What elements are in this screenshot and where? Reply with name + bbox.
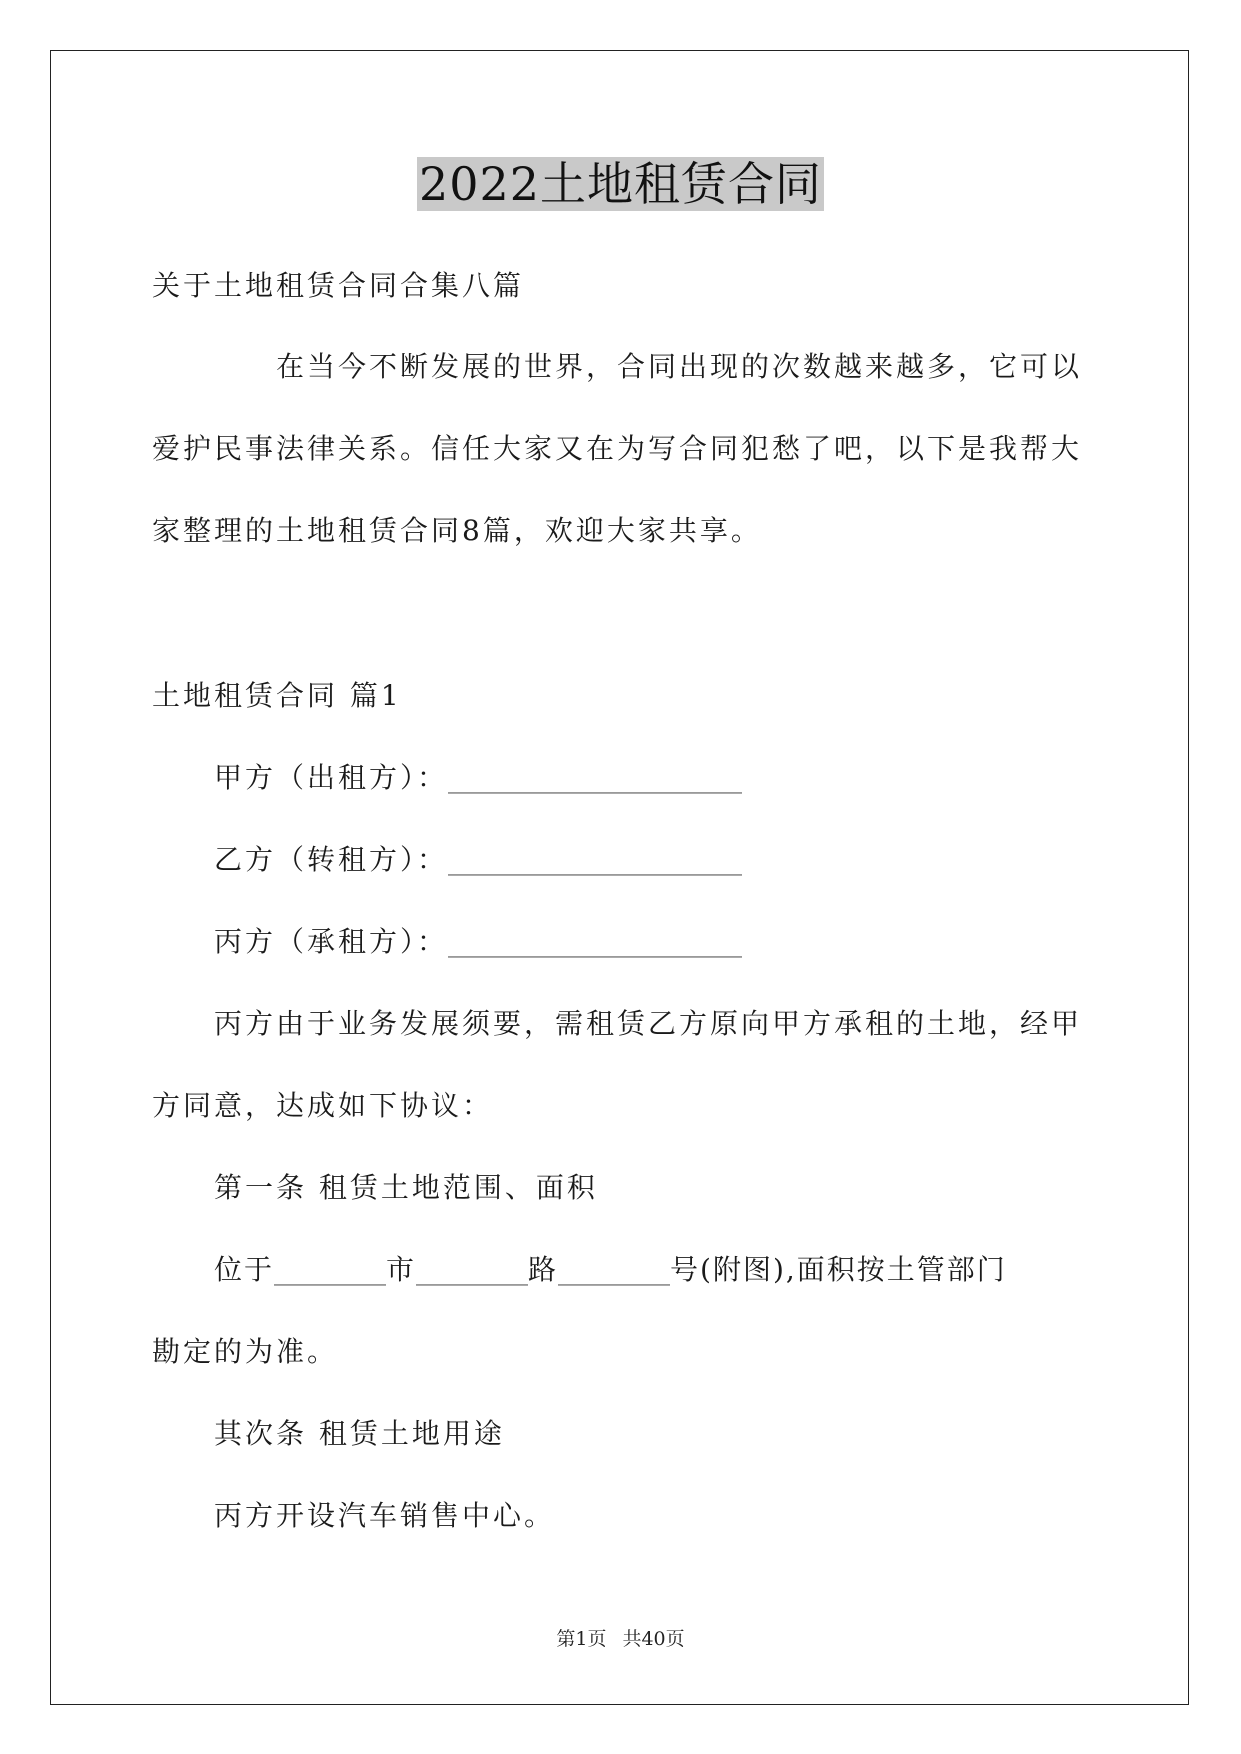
intro-line-3: 家整理的土地租赁合同8篇，欢迎大家共享。 [152, 514, 762, 547]
article1-text-part1: 位于 [214, 1253, 275, 1286]
article1-text-part3: 路 [528, 1253, 559, 1286]
party-b-line [214, 842, 742, 878]
party-c-line [214, 924, 742, 960]
intro-line-2: 爱护民事法律关系。信任大家又在为写合同犯愁了吧，以下是我帮大 [152, 432, 1079, 465]
article1-heading: 第一条 租赁土地范围、面积 [214, 1171, 598, 1204]
subtitle: 关于土地租赁合同合集八篇 [152, 269, 525, 302]
title-container [0, 157, 1241, 211]
party-b-blank: _____________________ [448, 843, 743, 876]
page-footer [0, 1627, 1241, 1651]
article1-line-2: 勘定的为准。 [152, 1335, 339, 1368]
party-a-blank: _____________________ [448, 761, 743, 794]
document-title: 2022土地租赁合同 [418, 157, 823, 211]
party-a-label: 甲方（出租方）： [214, 761, 449, 794]
party-c-label: 丙方（承租方）： [214, 925, 449, 958]
page-number: 第1页 [556, 1628, 607, 1650]
article1-line-1 [214, 1252, 1007, 1288]
page-total: 共40页 [622, 1628, 685, 1650]
article2-heading: 其次条 租赁土地用途 [214, 1417, 505, 1450]
intro-line-1: 在当今不断发展的世界，合同出现的次数越来越多，它可以 [276, 350, 1079, 383]
agreement-line-1: 丙方由于业务发展须要，需租赁乙方原向甲方承租的土地，经甲 [214, 1007, 1079, 1040]
party-b-label: 乙方（转租方）： [214, 843, 449, 876]
article1-text-part4: 号(附图),面积按土管部门 [670, 1253, 1007, 1286]
article1-text-part2: 市 [386, 1253, 417, 1286]
article1-blank-city: ________ [274, 1253, 387, 1286]
party-a-line [214, 760, 742, 796]
section-heading: 土地租赁合同 篇1 [152, 679, 402, 712]
agreement-line-2: 方同意，达成如下协议： [152, 1089, 494, 1122]
article1-blank-road: ________ [416, 1253, 529, 1286]
party-c-blank: _____________________ [448, 925, 743, 958]
article1-blank-number: ________ [558, 1253, 671, 1286]
article2-text: 丙方开设汽车销售中心。 [214, 1499, 556, 1532]
